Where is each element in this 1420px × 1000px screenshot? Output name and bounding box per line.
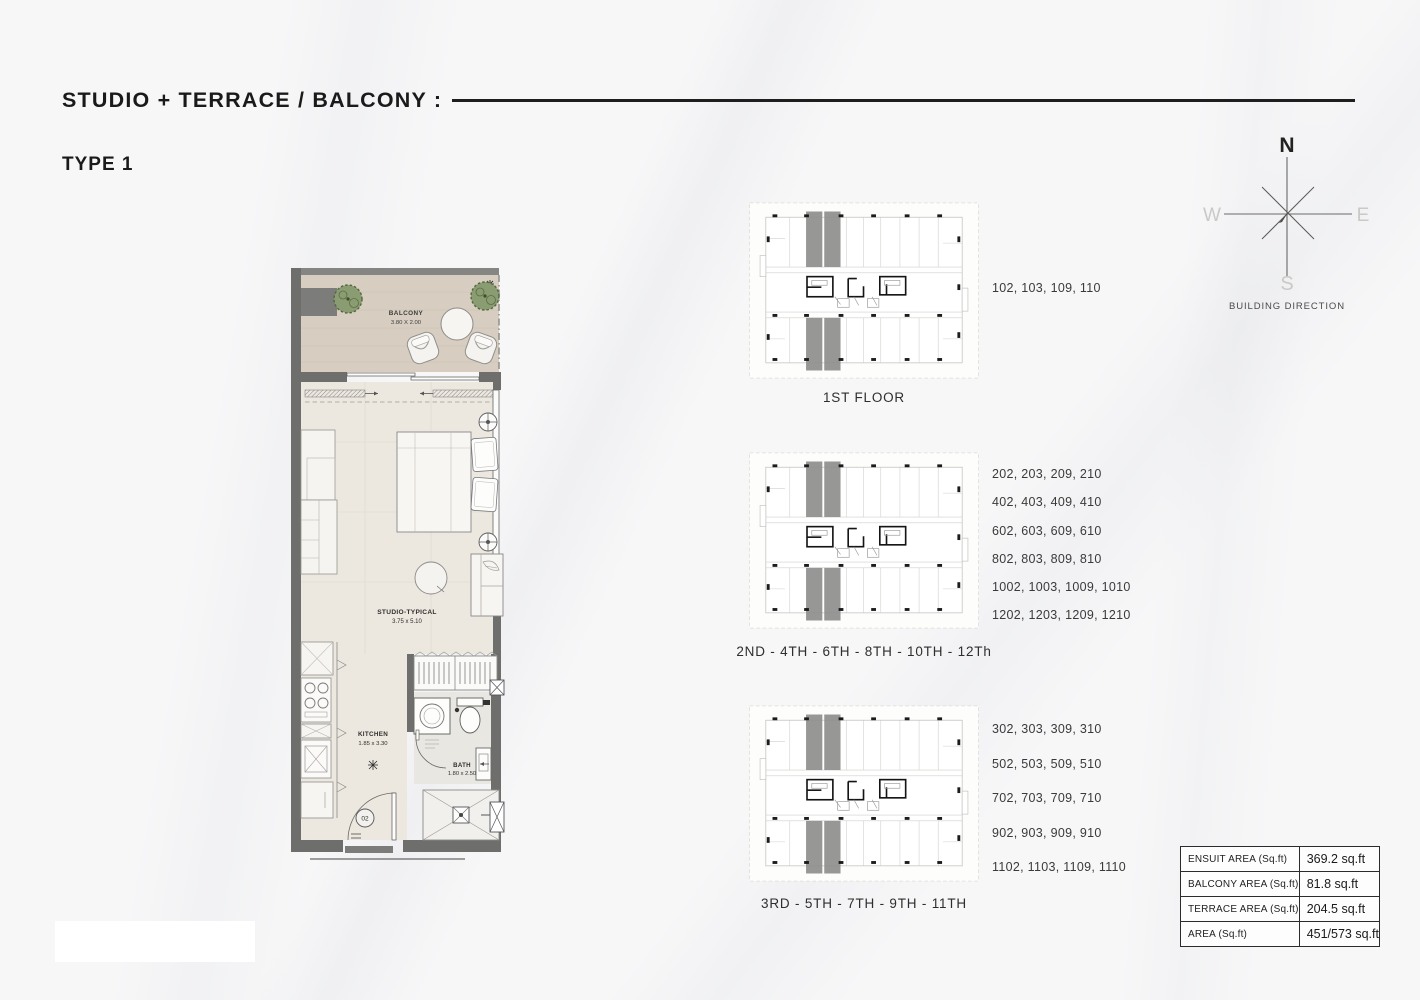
- lamp-icon: [479, 533, 497, 551]
- plant-icon: [471, 282, 499, 310]
- sink-icon: [301, 740, 331, 778]
- area-row-value: 204.5 sq.ft: [1299, 897, 1379, 922]
- keyplan-2-floor-label: 2ND - 4TH - 6TH - 8TH - 10TH - 12Th: [736, 644, 992, 659]
- unit-number-line: 802, 803, 809, 810: [992, 551, 1102, 566]
- compass-west-label: W: [1203, 205, 1221, 226]
- unit-number-line: 502, 503, 509, 510: [992, 756, 1102, 771]
- area-row-label: BALCONY AREA (Sq.ft): [1181, 872, 1300, 897]
- shower: [423, 790, 499, 840]
- unit-number-line: 1202, 1203, 1209, 1210: [992, 608, 1131, 623]
- unit-number-line: 1002, 1003, 1009, 1010: [992, 580, 1131, 595]
- kitchen-room-label: KITCHEN: [357, 731, 389, 738]
- page-title: STUDIO + TERRACE / BALCONY :: [62, 88, 443, 112]
- area-row-value: 369.2 sq.ft: [1299, 847, 1379, 872]
- lamp-icon: [479, 413, 497, 431]
- area-row-value: 451/573 sq.ft: [1299, 922, 1379, 947]
- balcony-room-dim: 3.80 X 2.00: [390, 320, 422, 326]
- area-row-label: AREA (Sq.ft): [1181, 922, 1300, 947]
- studio-room-dim: 3.75 x 5.10: [392, 619, 422, 625]
- building-direction-caption: BUILDING DIRECTION: [1229, 301, 1345, 312]
- stove-icon: [301, 678, 331, 722]
- closet: [414, 652, 497, 690]
- table-row: [1181, 897, 1380, 922]
- bath-room-dim: 1.80 x 2.50: [447, 771, 477, 777]
- logo-placeholder-box: [55, 921, 255, 962]
- unit-number-line: 602, 603, 609, 610: [992, 523, 1102, 538]
- unit-number-line: 102, 103, 109, 110: [992, 281, 1101, 295]
- door-tag-number: 02: [361, 815, 369, 823]
- table-row: [1181, 847, 1380, 872]
- area-summary-table: [1180, 846, 1380, 947]
- studio-room-label: STUDIO-TYPICAL: [377, 609, 437, 616]
- keyplan-3-floor-label: 3RD - 5TH - 7TH - 9TH - 11TH: [761, 896, 967, 911]
- snowflake-icon: [368, 760, 378, 770]
- unit-number-line: 202, 203, 209, 210: [992, 467, 1102, 481]
- compass-south-label: S: [1280, 273, 1294, 292]
- sliding-door: [347, 373, 479, 380]
- bath-room-label: BATH: [453, 762, 471, 769]
- unit-number-line: 302, 303, 309, 310: [992, 722, 1102, 736]
- table-row: [1181, 872, 1380, 897]
- area-row-value: 81.8 sq.ft: [1299, 872, 1379, 897]
- area-row-label: ENSUIT AREA (Sq.ft): [1181, 847, 1300, 872]
- balcony-table: [441, 308, 473, 340]
- compass-north-label: N: [1279, 134, 1295, 157]
- area-row-label: TERRACE AREA (Sq.ft): [1181, 897, 1300, 922]
- keyplan-odd-floors-drawing: [745, 703, 983, 885]
- keyplan-even-floors-drawing: [745, 450, 983, 632]
- wardrobe: [301, 430, 337, 574]
- compass-east-label: E: [1356, 205, 1370, 226]
- unit-number-line: 902, 903, 909, 910: [992, 825, 1102, 840]
- type-label: TYPE 1: [62, 154, 134, 175]
- bath-sink-icon: [476, 748, 491, 780]
- unit-number-line: 702, 703, 709, 710: [992, 791, 1102, 806]
- unit-floorplan-drawing: [285, 262, 515, 862]
- keyplan-1-unit-numbers: [992, 281, 1101, 295]
- washing-machine-icon: [414, 698, 450, 734]
- balcony-room-label: BALCONY: [388, 310, 424, 317]
- ottoman: [415, 562, 447, 594]
- unit-number-line: 1102, 1103, 1109, 1110: [992, 860, 1127, 875]
- table-row: [1181, 922, 1380, 947]
- keyplan-1-floor-label: 1ST FLOOR: [823, 390, 905, 405]
- door-tag: [356, 809, 374, 827]
- keyplan-1st-floor-drawing: [745, 200, 983, 382]
- keyplan-3-unit-numbers: [992, 712, 1126, 885]
- plant-icon: [334, 285, 362, 313]
- sofa: [471, 554, 503, 616]
- keyplan-2-unit-numbers: [992, 460, 1131, 630]
- compass-rose: [1202, 130, 1372, 292]
- unit-number-line: 402, 403, 409, 410: [992, 495, 1102, 510]
- kitchen-room-dim: 1.85 x 3.30: [358, 741, 388, 747]
- title-rule-line: [452, 99, 1355, 102]
